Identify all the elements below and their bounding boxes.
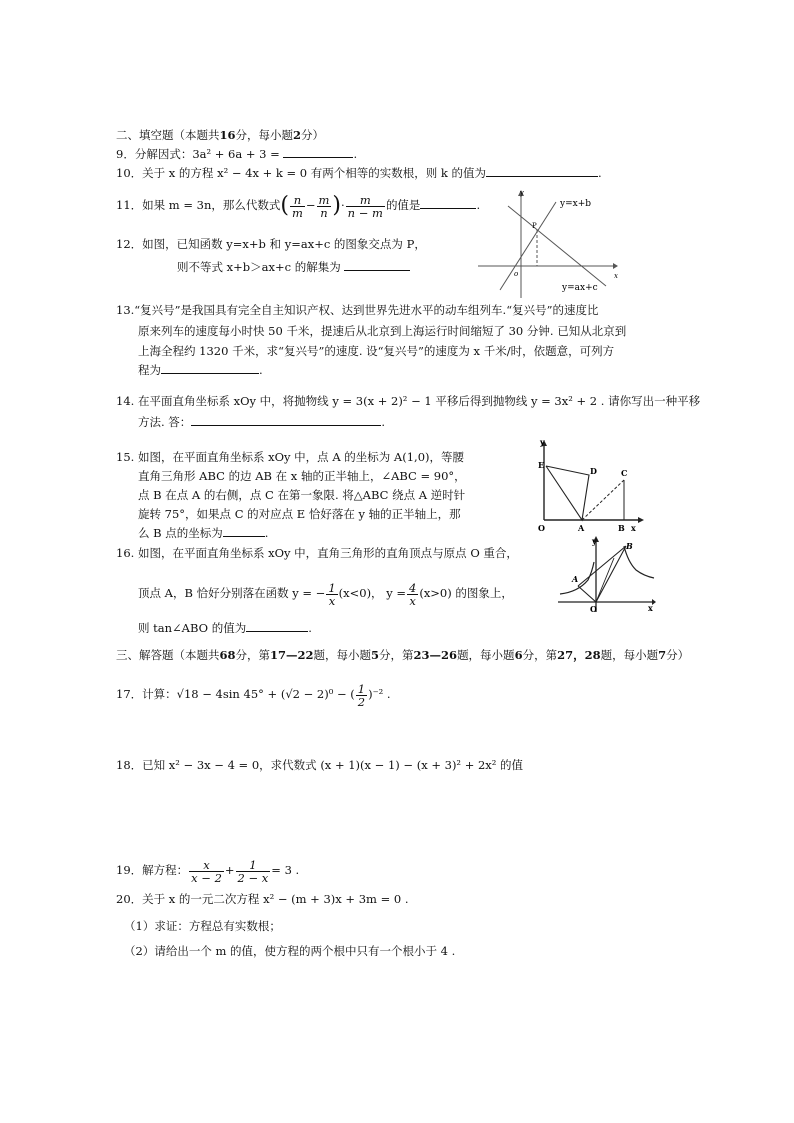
question-14-line1: 14. 在平面直角坐标系 xOy 中，将抛物线 y = 3(x + 2)² − 1 平移后得到抛物线 y = 3x² + 2 . 请你写出一种平移 xyxy=(116,394,701,408)
question-16-line3: 则 tan∠ABO 的值为 . xyxy=(138,621,312,635)
q16-axis-x: x xyxy=(648,603,653,613)
answer-blank[interactable] xyxy=(486,165,598,177)
section-2-heading: 二、填空题（本题共16分，每小题2分） xyxy=(116,128,325,142)
q12-label-bottom: y=ax+c xyxy=(562,283,598,293)
section-3-heading: 三、解答题（本题共68分，第17—22题，每小题5分，第23—26题，每小题6分，第27，28题，每小题7分） xyxy=(116,648,690,662)
question-15-line1: 15. 如图，在平面直角坐标系 xOy 中，点 A 的坐标为 A(1,0)，等腰 xyxy=(116,450,465,464)
question-14-line2: 方法. 答： . xyxy=(138,415,385,429)
answer-blank[interactable] xyxy=(161,362,259,374)
fraction: $\frac{1}{x}$ xyxy=(328,580,336,608)
q12-origin: o xyxy=(514,270,519,278)
question-13-line1: 13.“复兴号”是我国具有完全自主知识产权、达到世界先进水平的动车组列车.“复兴号”的速度比 xyxy=(116,303,599,317)
q16-axis-y: y xyxy=(592,536,597,546)
q15-point-b: B xyxy=(618,523,625,533)
q16-point-b: B xyxy=(626,541,633,551)
answer-blank[interactable] xyxy=(223,525,265,537)
question-11: 11．如果 m = 3n，那么代数式( $\frac{n}{m}$ − $\frac{m}{n}$ )· $\frac{m}{n - m}$ 的值是 . xyxy=(116,192,481,220)
q12-axis-y: y xyxy=(520,189,524,197)
fraction: $\frac{n}{m}$ xyxy=(291,192,303,220)
question-20-part2: （2）请给出一个 m 的值，使方程的两个根中只有一个根小于 4 . xyxy=(124,944,456,958)
fraction: $\frac{1}{2}$ xyxy=(357,681,366,709)
question-10: 10．关于 x 的方程 x² − 4x + k = 0 有两个相等的实数根，则 k 的值为 . xyxy=(116,166,602,180)
q15-point-d: D xyxy=(590,466,597,476)
q12-point-p: P xyxy=(532,222,537,230)
q15-triangle-graph xyxy=(534,437,644,535)
question-12-line1: 12．如图，已知函数 y=x+b 和 y=ax+c 的图象交点为 P， xyxy=(116,237,426,251)
q15-point-c: C xyxy=(621,468,628,478)
question-9: 9．分解因式：3a² + 6a + 3 = . xyxy=(116,147,358,161)
q15-point-e: E xyxy=(538,460,545,470)
question-16-line1: 16. 如图，在平面直角坐标系 xOy 中，直角三角形的直角顶点与原点 O 重合， xyxy=(116,546,518,560)
fraction: $\frac{1}{2 - x}$ xyxy=(237,857,269,885)
answer-blank[interactable] xyxy=(420,197,476,209)
question-20-part1: （1）求证：方程总有实数根； xyxy=(124,919,281,933)
question-15-line3: 点 B 在点 A 的右侧，点 C 在第一象限. 将△ABC 绕点 A 逆时针 xyxy=(138,488,466,502)
answer-blank[interactable] xyxy=(191,414,381,426)
question-12-line2: 则不等式 x+b＞ax+c 的解集为 xyxy=(177,259,410,275)
fraction: $\frac{m}{n - m}$ xyxy=(347,192,383,220)
q15-axis-y: y xyxy=(540,437,545,447)
q15-point-a: A xyxy=(578,523,585,533)
q12-function-graph xyxy=(478,190,618,300)
q15-point-o: O xyxy=(538,523,545,533)
question-13-line3: 上海全程约 1320 千米，求“复兴号”的速度. 设“复兴号”的速度为 x 千米/时，依题意，可列方 xyxy=(138,344,615,358)
question-15-line2: 直角三角形 ABC 的边 AB 在 x 轴的正半轴上，∠ABC = 90°， xyxy=(138,469,466,483)
question-15-line4: 旋转 75°，如果点 C 的对应点 E 恰好落在 y 轴的正半轴上，那 xyxy=(138,507,461,521)
question-20: 20．关于 x 的一元二次方程 x² − (m + 3)x + 3m = 0 . xyxy=(116,892,409,906)
q15-axis-x: x xyxy=(631,523,636,533)
q16-hyperbola-graph xyxy=(556,536,656,616)
answer-blank[interactable] xyxy=(344,259,410,271)
fraction: $\frac{x}{x - 2}$ xyxy=(191,857,222,885)
fraction: $\frac{m}{n}$ xyxy=(318,192,330,220)
q12-label-top: y=x+b xyxy=(560,199,592,209)
q16-point-o: O xyxy=(590,604,597,614)
question-13-line2: 原来列车的速度每小时快 50 千米，提速后从北京到上海运行时间缩短了 30 分钟. 已知从北京到 xyxy=(138,324,627,338)
question-19: 19．解方程： $\frac{x}{x - 2}$ + $\frac{1}{2 - x}$ = 3 . xyxy=(116,857,300,885)
q12-axis-x: x xyxy=(614,272,618,280)
fraction: $\frac{4}{x}$ xyxy=(409,580,417,608)
answer-blank[interactable] xyxy=(283,146,353,158)
question-15-line5: 么 B 点的坐标为 . xyxy=(138,526,269,540)
question-17: 17．计算：√18 − 4sin 45° + (√2 − 2)⁰ − ( $\frac{1}{2}$ )⁻² . xyxy=(116,681,391,709)
answer-blank[interactable] xyxy=(246,620,308,632)
question-16-line2: 顶点 A，B 恰好分别落在函数 y = − $\frac{1}{x}$ (x<0)， y = $\frac{4}{x}$ (x>0) 的图象上， xyxy=(138,580,513,608)
question-18: 18．已知 x² − 3x − 4 = 0，求代数式 (x + 1)(x − 1) − (x + 3)² + 2x² 的值 xyxy=(116,758,524,772)
question-13-line4: 程为 . xyxy=(138,363,263,377)
q16-point-a: A xyxy=(572,574,579,584)
